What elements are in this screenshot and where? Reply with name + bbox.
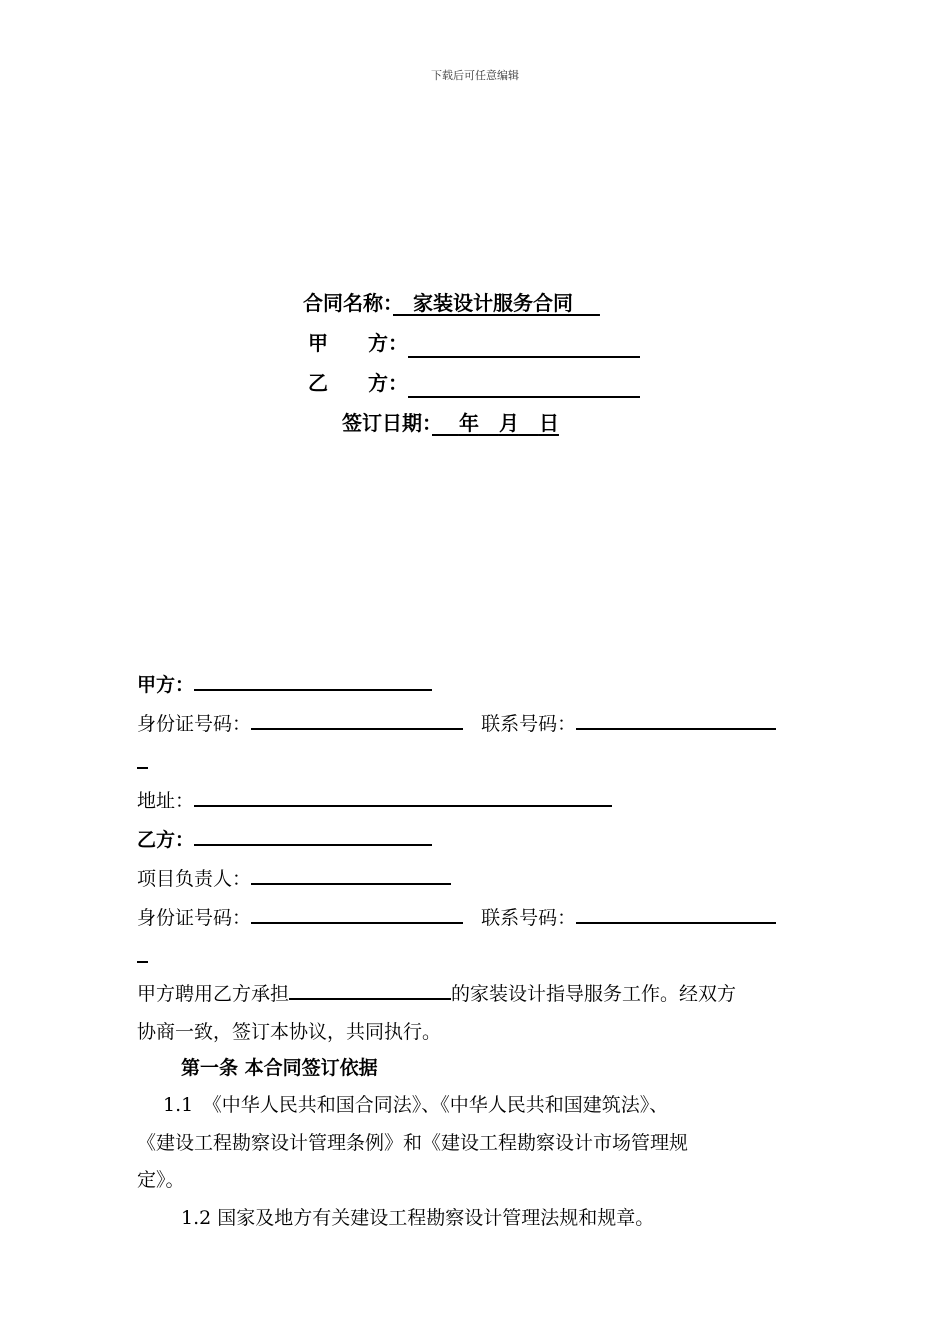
phone-label: 联系号码： [481,713,577,735]
contract-name-line [303,288,600,318]
id-label-2: 身份证号码： [137,907,252,929]
clause-1-2: 1.2 国家及地方有关建设工程勘察设计管理法规和规章。 [181,1207,655,1229]
overflow-dash-2 [137,957,148,963]
party-b-phone-blank[interactable] [576,902,776,924]
clause-1-1-line-2: 《建设工程勘察设计管理条例》和《建设工程勘察设计市场管理规 [137,1132,689,1154]
overflow-dash [137,763,148,769]
project-lead-label: 项目负责人： [137,868,252,890]
header-note: 下载后可任意编辑 [431,69,519,82]
cover-party-b-label: 乙 方： [308,371,408,395]
address-blank[interactable] [194,785,612,807]
project-name-blank[interactable] [289,978,451,1000]
intro-suffix: 的家装设计指导服务工作。经双方 [451,983,737,1005]
sign-date-value: 年 月 日 [458,411,559,435]
party-a-phone-overflow [137,744,148,783]
party-a-phone-blank[interactable] [576,708,776,730]
party-b-id-line [137,899,776,938]
address-line [137,782,612,821]
sign-date-line [342,408,559,438]
contract-name-value: 家装设计服务合同 [413,291,573,315]
party-a-blank[interactable] [194,669,432,691]
sign-date-label: 签订日期： [342,411,432,435]
intro-line-2: 协商一致，签订本协议，共同执行。 [137,1021,442,1043]
intro-line-1 [137,975,736,1014]
party-b-phone-overflow [137,938,148,977]
contract-name-label: 合同名称： [303,291,393,315]
party-b-id-blank[interactable] [251,902,463,924]
cover-party-b-line [308,368,640,398]
clause-1-1-line-3: 定》。 [137,1169,185,1191]
phone-label-2: 联系号码： [481,907,577,929]
party-a-id-line [137,705,776,744]
cover-party-a-line [308,328,640,358]
project-lead-line [137,860,451,899]
party-b-line [137,821,432,860]
cover-party-b-blank[interactable] [408,374,640,398]
party-a-id-blank[interactable] [251,708,463,730]
article-1-title: 第一条 本合同签订依据 [181,1057,378,1079]
intro-prefix: 甲方聘用乙方承担 [137,983,290,1005]
party-a-line [137,666,432,705]
id-label: 身份证号码： [137,713,252,735]
party-b-blank[interactable] [194,824,432,846]
cover-party-a-blank[interactable] [408,334,640,358]
party-a-label: 甲方： [137,674,195,696]
cover-party-a-label: 甲 方： [308,331,408,355]
project-lead-blank[interactable] [251,863,451,885]
party-b-label: 乙方： [137,829,195,851]
clause-1-1-line-1: 1.1 《中华人民共和国合同法》、《中华人民共和国建筑法》、 [163,1094,669,1116]
address-label: 地址： [137,790,195,812]
